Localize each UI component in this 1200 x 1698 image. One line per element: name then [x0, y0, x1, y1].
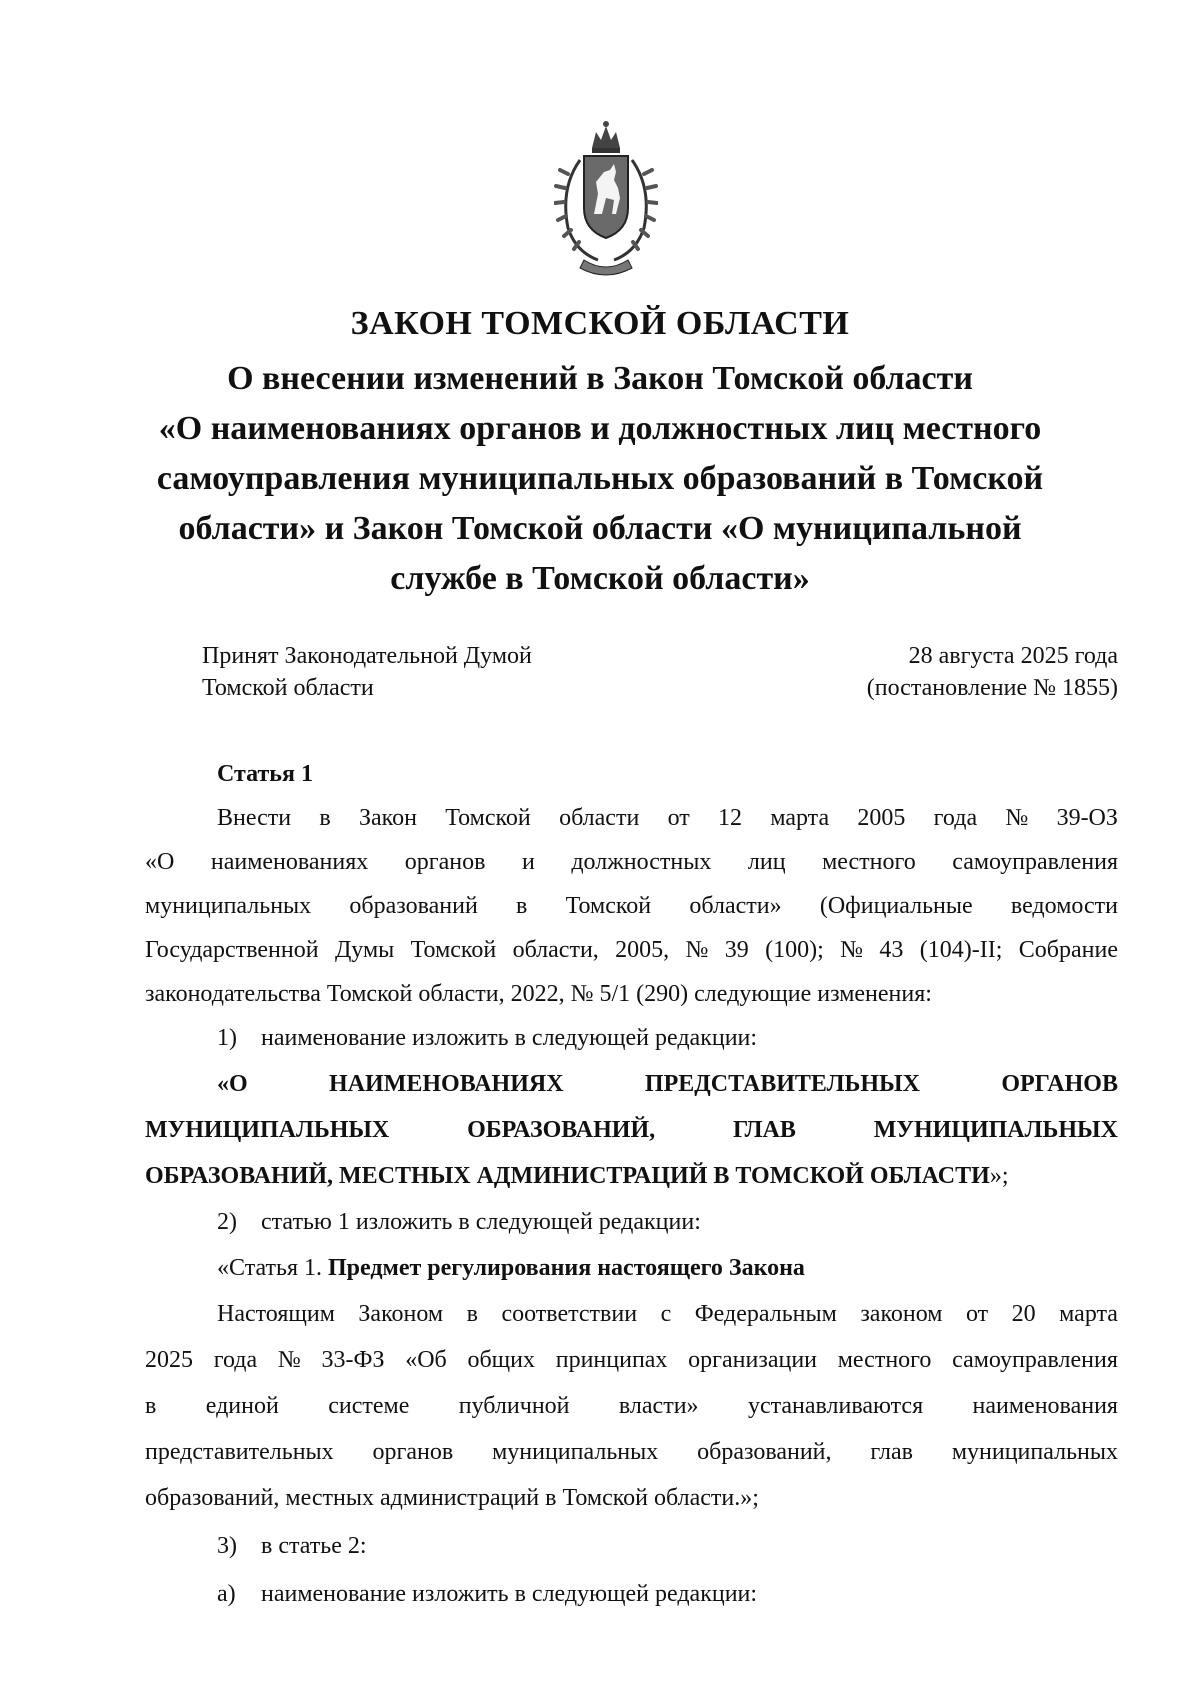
- word: года: [933, 805, 978, 831]
- adoption-date-text: 28 августа 2025 года: [908, 643, 1118, 669]
- justified-text: [217, 802, 1118, 834]
- word: наименованиях: [210, 849, 369, 875]
- word: области,: [512, 937, 599, 963]
- word: в: [516, 893, 528, 919]
- paragraph-line: [145, 1390, 1118, 1422]
- word: местного: [837, 1347, 932, 1373]
- word: Настоящим: [217, 1301, 335, 1327]
- word: НАИМЕНОВАНИЯХ: [329, 1071, 564, 1097]
- quoted-article-prefix: «Статья 1.: [217, 1255, 328, 1281]
- word: 2005,: [615, 937, 670, 963]
- adopted-by-line: Томской области: [202, 675, 374, 701]
- word: 43: [879, 937, 904, 963]
- list-item: [145, 1578, 1118, 1610]
- law-subtitle: [140, 354, 1060, 604]
- word: года: [213, 1347, 258, 1373]
- list-number: 3): [217, 1533, 237, 1559]
- paragraph-line: [145, 1436, 1118, 1468]
- adopted-by-line: Принят Законодательной Думой: [202, 643, 532, 669]
- quoted-article-title: Предмет регулирования настоящего Закона: [327, 1255, 805, 1281]
- word: в: [145, 1393, 157, 1419]
- list-text: наименование изложить в следующей редакции:: [261, 1581, 758, 1607]
- word: (100);: [765, 937, 824, 963]
- subtitle-line: «О наименованиях органов и должностных лиц местного: [158, 410, 1042, 447]
- word: самоуправления: [952, 1347, 1118, 1373]
- word: организации: [688, 1347, 818, 1373]
- word: муниципальных: [951, 1439, 1118, 1465]
- word: Томской: [410, 937, 497, 963]
- list-item: [145, 1530, 1118, 1562]
- justified-text: [145, 934, 1118, 966]
- word: Федеральным: [694, 1301, 837, 1327]
- word: области»: [689, 893, 782, 919]
- subtitle-line: О внесении изменений в Закон Томской области: [227, 360, 973, 397]
- coat-of-arms-emblem: [554, 118, 658, 278]
- list-text: в статье 2:: [261, 1533, 367, 1559]
- article-heading: Статья 1: [217, 761, 313, 787]
- word: муниципальных: [492, 1439, 659, 1465]
- word: (104)-II;: [919, 937, 1003, 963]
- word: устанавливаются: [747, 1393, 924, 1419]
- word: единой: [205, 1393, 279, 1419]
- word: ПРЕДСТАВИТЕЛЬНЫХ: [644, 1071, 920, 1097]
- word: глав: [870, 1439, 913, 1465]
- word: системе: [328, 1393, 410, 1419]
- word: 39: [724, 937, 749, 963]
- list-number: а): [217, 1581, 236, 1607]
- justified-text: [145, 846, 1118, 878]
- word: 39-ОЗ: [1056, 805, 1118, 831]
- word: органов: [404, 849, 486, 875]
- word: должностных: [571, 849, 712, 875]
- word: ГЛАВ: [732, 1117, 796, 1143]
- title-block: [140, 302, 1060, 604]
- word: №: [840, 937, 864, 963]
- list-text: наименование изложить в следующей редакции:: [261, 1025, 758, 1051]
- word: в: [319, 805, 331, 831]
- word: местного: [822, 849, 916, 875]
- justified-text: [145, 1436, 1118, 1468]
- paragraph-line: образований, местных администраций в Томской области.»;: [145, 1485, 759, 1511]
- caps-tail: »;: [989, 1163, 1009, 1189]
- word: соответствии: [501, 1301, 638, 1327]
- word: наименования: [972, 1393, 1118, 1419]
- word: области: [559, 805, 640, 831]
- caps-bold-text: ОБРАЗОВАНИЙ, МЕСТНЫХ АДМИНИСТРАЦИЙ В ТОМСКОЙ ОБЛАСТИ: [145, 1163, 990, 1189]
- subtitle-line: области» и Закон Томской области «О муниципальной: [178, 510, 1022, 547]
- resolution-number: (постановление № 1855): [866, 675, 1118, 701]
- word: ОРГАНОВ: [1001, 1071, 1118, 1097]
- word: №: [1005, 805, 1029, 831]
- subtitle-line: самоуправления муниципальных образований в Томской: [156, 460, 1044, 497]
- word: органов: [372, 1439, 454, 1465]
- word: муниципальных: [145, 893, 312, 919]
- list-item: [145, 1022, 1118, 1054]
- word: образований: [349, 893, 478, 919]
- word: «О: [217, 1071, 248, 1097]
- word: 2025: [145, 1347, 193, 1373]
- paragraph-line: [145, 1298, 1118, 1330]
- word: и: [521, 849, 535, 875]
- word: марта: [1059, 1301, 1118, 1327]
- word: Закон: [359, 805, 417, 831]
- word: с: [660, 1301, 672, 1327]
- caps-line: [145, 1068, 1118, 1100]
- word: самоуправления: [952, 849, 1118, 875]
- word: МУНИЦИПАЛЬНЫХ: [145, 1117, 390, 1143]
- word: публичной: [458, 1393, 570, 1419]
- word: ведомости: [1010, 893, 1118, 919]
- paragraph-line: [145, 890, 1118, 922]
- word: 12: [718, 805, 743, 831]
- justified-text: [145, 1344, 1118, 1376]
- adoption-date: [867, 640, 1118, 704]
- word: Государственной: [145, 937, 319, 963]
- list-item: [145, 1206, 1118, 1238]
- justified-text: [145, 1390, 1118, 1422]
- word: от: [965, 1301, 989, 1327]
- word: законом: [860, 1301, 943, 1327]
- word: ОБРАЗОВАНИЙ,: [467, 1117, 656, 1143]
- paragraph-line: законодательства Томской области, 2022, № 5/1 (290) следующие изменения:: [145, 981, 932, 1007]
- word: лиц: [747, 849, 786, 875]
- word: Внести: [217, 805, 292, 831]
- word: Томской: [565, 893, 652, 919]
- paragraph-line: [145, 802, 1118, 834]
- caps-line: [145, 1160, 1118, 1192]
- word: «Об: [405, 1347, 447, 1373]
- word: принципах: [555, 1347, 668, 1373]
- word: Думы: [334, 937, 395, 963]
- list-number: 1): [217, 1025, 237, 1051]
- quoted-article-heading: [145, 1252, 1118, 1284]
- word: образований,: [697, 1439, 832, 1465]
- justified-text: [145, 890, 1118, 922]
- word: МУНИЦИПАЛЬНЫХ: [873, 1117, 1118, 1143]
- subtitle-line: службе в Томской области»: [390, 560, 810, 597]
- word: 33-ФЗ: [321, 1347, 385, 1373]
- word: (Официальные: [819, 893, 973, 919]
- word: Томской: [445, 805, 531, 831]
- word: Законом: [358, 1301, 444, 1327]
- adopted-by: [202, 640, 532, 704]
- law-title: ЗАКОН ТОМСКОЙ ОБЛАСТИ: [350, 305, 850, 342]
- caps-line: [145, 1114, 1118, 1146]
- word: №: [685, 937, 709, 963]
- list-number: 2): [217, 1209, 237, 1235]
- justified-text: [145, 1114, 1118, 1146]
- paragraph-line: [145, 1344, 1118, 1376]
- list-text: статью 1 изложить в следующей редакции:: [261, 1209, 701, 1235]
- justified-text: [217, 1298, 1118, 1330]
- word: от: [667, 805, 690, 831]
- word: общих: [467, 1347, 535, 1373]
- word: №: [277, 1347, 301, 1373]
- word: в: [466, 1301, 478, 1327]
- word: представительных: [145, 1439, 334, 1465]
- word: власти»: [618, 1393, 699, 1419]
- word: 20: [1011, 1301, 1036, 1327]
- justified-text: [217, 1068, 1118, 1100]
- word: Собрание: [1018, 937, 1118, 963]
- word: «О: [145, 849, 175, 875]
- paragraph-line: [145, 934, 1118, 966]
- word: марта: [770, 805, 830, 831]
- paragraph-line: [145, 846, 1118, 878]
- word: 2005: [857, 805, 906, 831]
